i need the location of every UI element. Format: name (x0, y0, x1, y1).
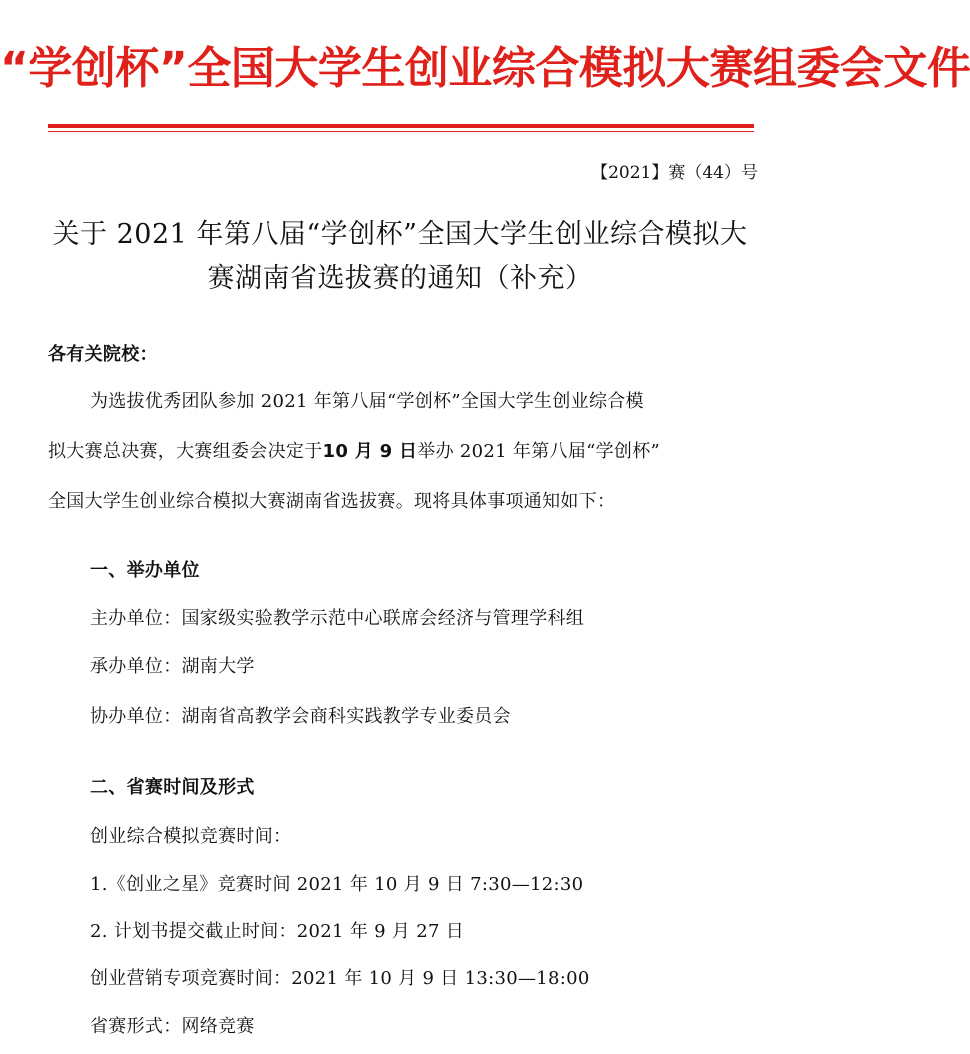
intro-line-2-part-b: 举办 2021 年第八届“学创杯” (417, 441, 661, 462)
schedule-item-2: 2. 计划书提交截止时间：2021 年 9 月 27 日 (90, 921, 465, 942)
section-1-heading: 一、举办单位 (90, 560, 200, 581)
document-title-line-1: 关于 2021 年第八届“学创杯”全国大学生创业综合模拟大 (52, 219, 748, 250)
header-divider-thin (48, 131, 754, 132)
schedule-item-1: 1.《创业之星》竞赛时间 2021 年 10 月 9 日 7:30—12:30 (90, 874, 584, 895)
section-2-heading: 二、省赛时间及形式 (90, 777, 255, 798)
header-divider-thick (48, 124, 754, 128)
document-number: 【2021】赛（44）号 (591, 163, 758, 183)
organizer-unit: 承办单位：湖南大学 (90, 656, 255, 677)
salutation: 各有关院校： (48, 344, 158, 365)
marketing-time: 创业营销专项竞赛时间：2021 年 10 月 9 日 13:30—18:00 (90, 968, 590, 989)
sim-time-label: 创业综合模拟竞赛时间： (90, 826, 292, 847)
host-unit: 主办单位：国家级实验教学示范中心联席会经济与管理学科组 (90, 608, 585, 629)
intro-date-highlight: 10 月 9 日 (322, 441, 418, 462)
intro-line-2-part-a: 拟大赛总决赛，大赛组委会决定于 (48, 441, 323, 462)
document-header-title: “学创杯”全国大学生创业综合模拟大赛组委会文件 (0, 43, 970, 94)
document-title-line-2: 赛湖南省选拔赛的通知（补充） (207, 263, 593, 294)
competition-format: 省赛形式：网络竞赛 (90, 1016, 255, 1037)
intro-line-3: 全国大学生创业综合模拟大赛湖南省选拔赛。现将具体事项通知如下： (48, 491, 616, 512)
intro-line-2 (48, 437, 660, 463)
co-organizer-unit: 协办单位：湖南省高教学会商科实践教学专业委员会 (90, 706, 511, 727)
intro-line-1: 为选拔优秀团队参加 2021 年第八届“学创杯”全国大学生创业综合模 (90, 391, 644, 412)
